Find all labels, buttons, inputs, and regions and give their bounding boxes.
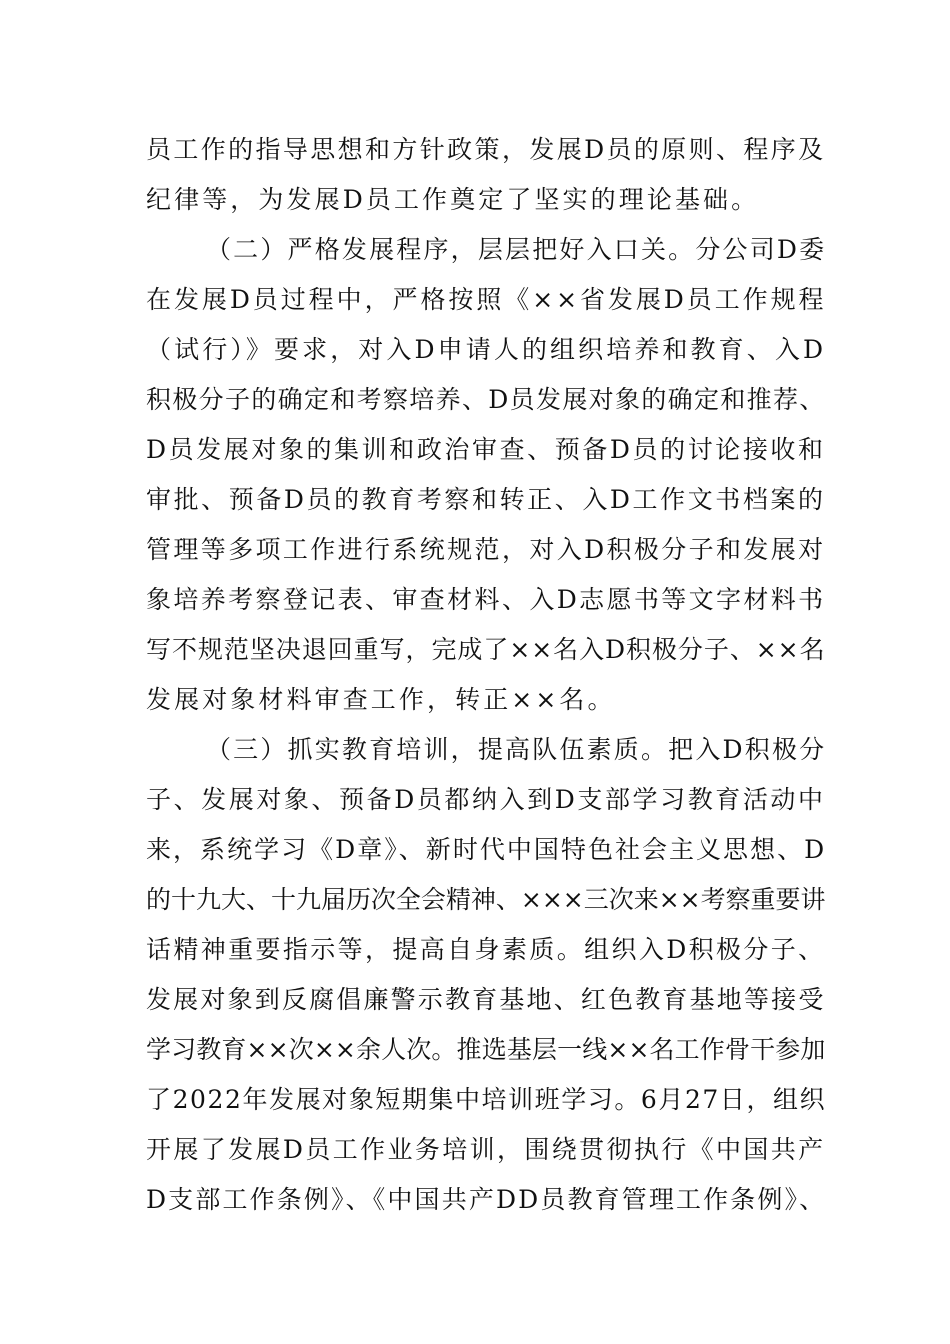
text-line: 学习教育××次××余人次。推选基层一线××名工作骨干参加 — [146, 1035, 826, 1064]
text-line: （试行）》要求，对入D申请人的组织培养和教育、入D — [146, 335, 827, 364]
text-line: 发展对象到反腐倡廉警示教育基地、红色教育基地等接受 — [146, 985, 826, 1014]
text-line: 来，系统学习《D章》、新时代中国特色社会主义思想、D — [146, 835, 827, 864]
text-line: 积极分子的确定和考察培养、D员发展对象的确定和推荐、 — [146, 385, 826, 414]
text-line: D员发展对象的集训和政治审查、预备D员的讨论接收和 — [146, 435, 826, 464]
text-line: 的十九大、十九届历次全会精神、×××三次来××考察重要讲 — [146, 885, 826, 914]
text-line: 开展了发展D员工作业务培训，围绕贯彻执行《中国共产 — [146, 1135, 826, 1164]
text-line: 子、发展对象、预备D员都纳入到D支部学习教育活动中 — [146, 785, 826, 814]
text-line: 员工作的指导思想和方针政策，发展D员的原则、程序及 — [146, 135, 826, 164]
paragraph-2-heading-line: （二）严格发展程序，层层把好入口关。分公司D委 — [206, 235, 827, 264]
text-line: 在发展D员过程中，严格按照《××省发展D员工作规程 — [146, 285, 827, 314]
paragraph-3-heading-line: （三）抓实教育培训，提高队伍素质。把入D积极分 — [206, 735, 827, 764]
text-line: 审批、预备D员的教育考察和转正、入D工作文书档案的 — [146, 485, 826, 514]
text-line: 管理等多项工作进行系统规范，对入D积极分子和发展对 — [146, 535, 826, 564]
text-line: 纪律等，为发展D员工作奠定了坚实的理论基础。 — [146, 185, 760, 214]
text-line: 写不规范坚决退回重写，完成了××名入D积极分子、××名 — [146, 635, 826, 664]
text-line: 了2022年发展对象短期集中培训班学习。6月27日，组织 — [146, 1085, 827, 1114]
text-line: 象培养考察登记表、审查材料、入D志愿书等文字材料书 — [146, 585, 826, 614]
text-line: 发展对象材料审查工作，转正××名。 — [146, 685, 616, 714]
text-line: D支部工作条例》、《中国共产DD员教育管理工作条例》、 — [146, 1185, 827, 1214]
text-line: 话精神重要指示等，提高自身素质。组织入D积极分子、 — [146, 935, 826, 964]
